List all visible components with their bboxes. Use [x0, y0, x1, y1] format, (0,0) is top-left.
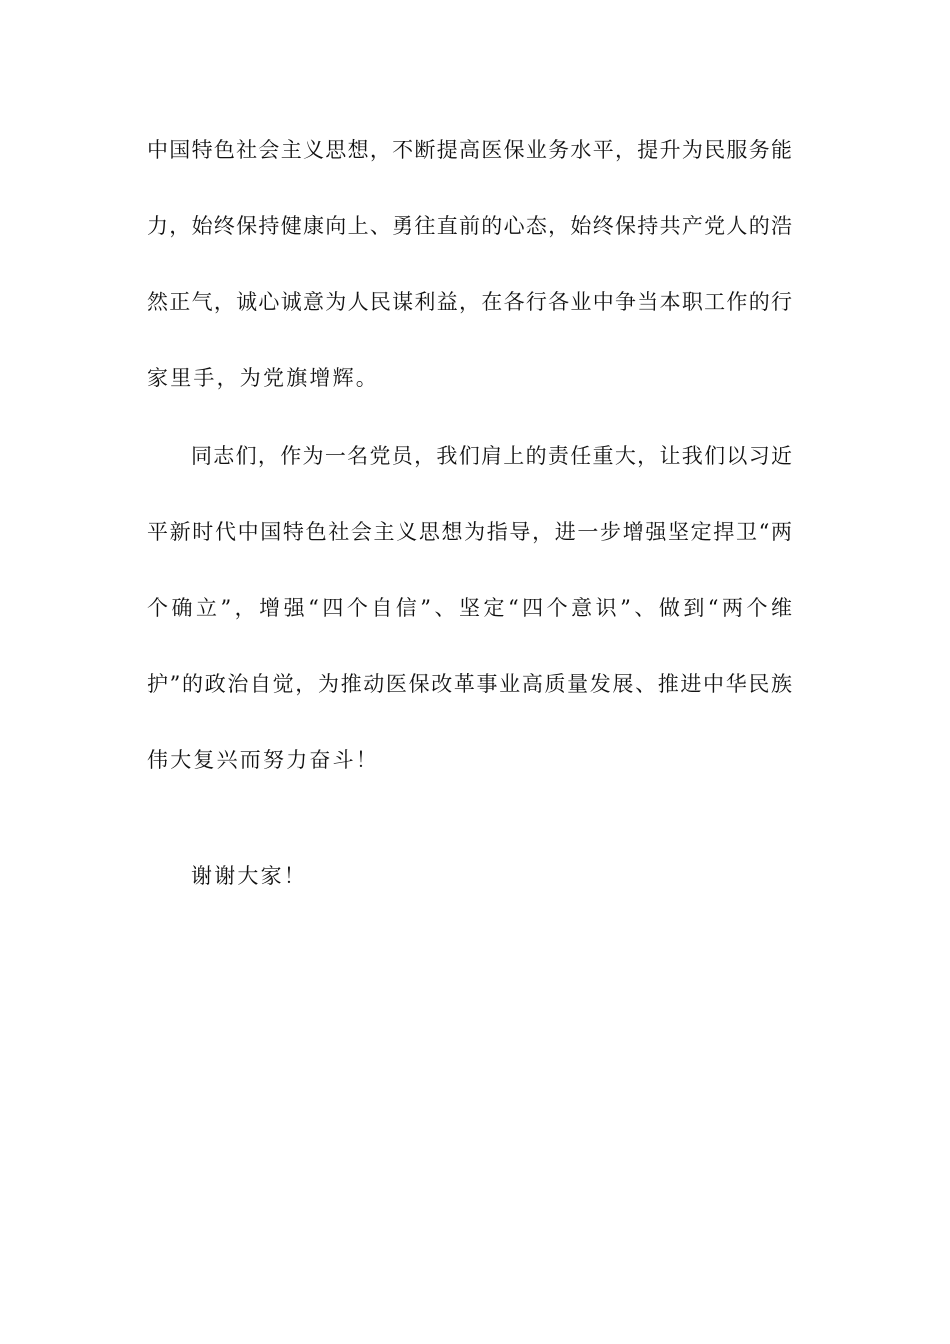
paragraph-2-line-4: 护”的政治自觉，为推动医保改革事业高质量发展、推进中华民族: [147, 672, 792, 696]
paragraph-1-line-1: 中国特色社会主义思想，不断提高医保业务水平，提升为民服务能: [147, 138, 792, 162]
paragraph-1-line-4: 家里手，为党旗增辉。: [147, 366, 379, 390]
paragraph-2-line-1: 同志们，作为一名党员，我们肩上的责任重大，让我们以习近: [191, 444, 792, 468]
paragraph-2-line-5: 伟大复兴而努力奋斗！: [147, 748, 379, 772]
paragraph-1-line-2: 力，始终保持健康向上、勇往直前的心态，始终保持共产党人的浩: [147, 214, 792, 238]
paragraph-1-line-3: 然正气，诚心诚意为人民谋利益，在各行各业中争当本职工作的行: [147, 290, 792, 314]
closing-remark: 谢谢大家！: [191, 864, 307, 888]
paragraph-2-line-2: 平新时代中国特色社会主义思想为指导，进一步增强坚定捍卫“两: [147, 520, 792, 544]
paragraph-2-line-3: 个确立”，增强“四个自信”、坚定“四个意识”、做到“两个维: [147, 596, 792, 620]
